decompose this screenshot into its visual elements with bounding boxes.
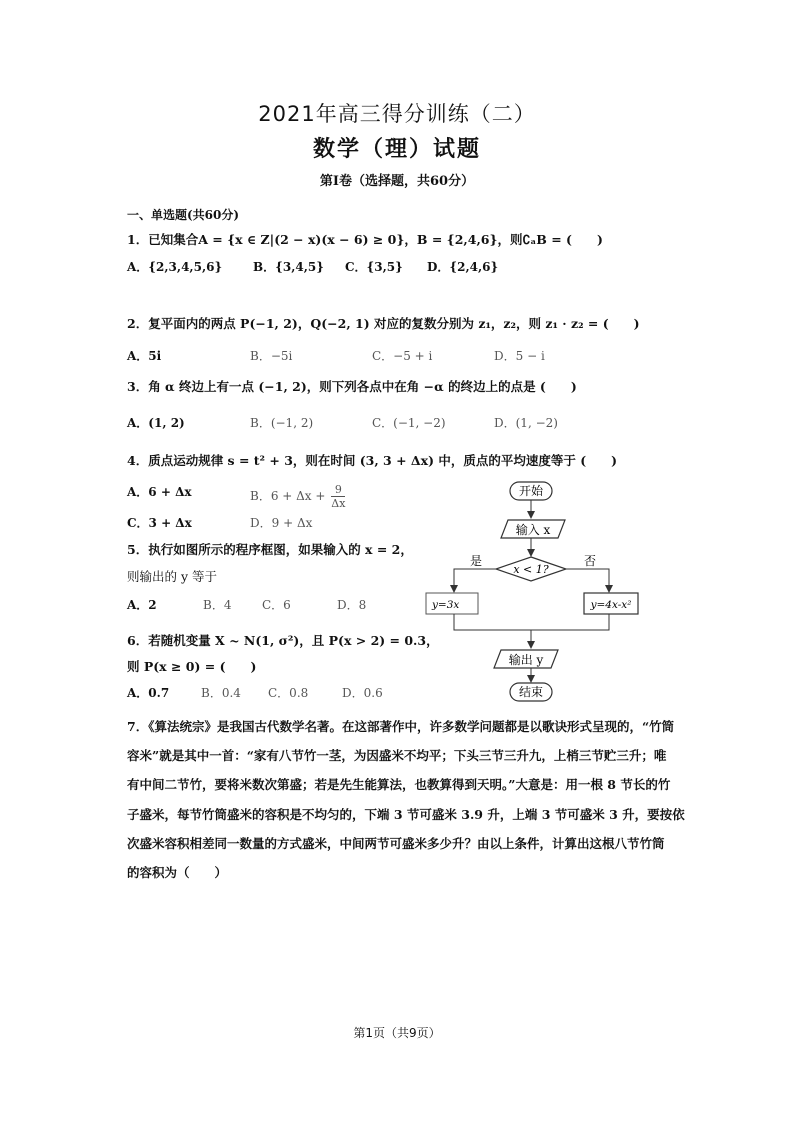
question-7-line: 容米”就是其中一首：“家有八节竹一茎，为因盛米不均平；下头三节三升九，上梢三节贮三升；唯 (127, 748, 667, 764)
page-footer: 第1页（共9页） (353, 1026, 441, 1040)
fraction (331, 483, 345, 510)
question-6-option-b: B．0.4 (201, 686, 241, 700)
question-7-line: 的容积为（ ） (127, 865, 228, 881)
question-2-option-d: D．5 − i (494, 349, 545, 363)
flow-no-label: 否 (584, 554, 597, 568)
question-4-stem: 4．质点运动规律 s = t² + 3，则在时间 (3, 3 + Δx) 中，质点的平均速度等于 ( ) (127, 453, 618, 468)
question-3-option-a: A．(1, 2) (127, 416, 185, 430)
question-4-option-b-prefix: B．6 + Δx + (250, 489, 326, 503)
question-7-text (127, 712, 685, 887)
flow-left-formula: y=3x (432, 599, 460, 611)
fraction-numerator: 9 (331, 483, 345, 497)
flow-output: 输出 y (508, 653, 544, 667)
exam-title: 2021年高三得分训练（二） (258, 102, 536, 126)
fraction-denominator: Δx (331, 497, 346, 510)
question-6-option-d: D．0.6 (342, 686, 383, 700)
question-2-option-b: B．−5i (250, 349, 293, 363)
question-2-option-c: C．−5 + i (372, 349, 433, 363)
flow-end: 结束 (518, 685, 544, 699)
question-4-option-d: D．9 + Δx (250, 516, 313, 530)
question-3-option-c: C．(−1, −2) (372, 416, 446, 430)
exam-subject: 数学（理）试题 (312, 137, 481, 162)
question-2-option-a: A．5i (127, 349, 162, 363)
question-6-stem-line2: 则 P(x ≥ 0) = ( ) (127, 659, 257, 674)
question-1-option-b: B．{3,4,5} (253, 260, 324, 274)
flow-right-formula: y=4x-x² (590, 599, 632, 611)
question-3-stem: 3．角 α 终边上有一点 (−1, 2)，则下列各点中在角 −α 的终边上的点是 ( ) (127, 379, 577, 394)
flow-yes-label: 是 (470, 554, 483, 568)
question-3-option-d: D．(1, −2) (494, 416, 558, 430)
question-6-option-c: C．0.8 (268, 686, 309, 700)
question-5-option-a: A．2 (127, 598, 157, 612)
question-2-stem: 2．复平面内的两点 P(−1, 2)，Q(−2, 1) 对应的复数分别为 z₁，z₂，则 z₁ · z₂ = ( ) (127, 316, 640, 331)
question-5-stem-line2: 则输出的 y 等于 (127, 569, 218, 584)
question-5-option-c: C．6 (262, 598, 291, 612)
question-1-option-a: A．{2,3,4,5,6} (127, 260, 223, 274)
question-5-stem-line1: 5．执行如图所示的程序框图，如果输入的 x = 2， (127, 542, 413, 557)
flow-condition: x < 1? (513, 563, 549, 576)
question-7-line: 子盛米，每节竹筒盛米的容积是不均匀的，下端 3 节可盛米 3.9 升，上端 3 节可盛米 3 升，要按依 (127, 806, 685, 822)
question-6-stem-line1: 6．若随机变量 X ~ N(1, σ²)，且 P(x > 2) = 0.3， (127, 633, 439, 648)
flow-input: 输入 x (515, 523, 551, 537)
question-1-option-d: D．{2,4,6} (427, 260, 499, 274)
question-1-option-c: C．{3,5} (345, 260, 403, 274)
question-4-option-c: C．3 + Δx (127, 516, 192, 530)
question-5-option-d: D．8 (337, 598, 367, 612)
question-7-line: 有中间二节竹，要将米数次第盛；若是先生能算法，也教算得到天明。”大意是：用一根 8 节长的竹 (127, 777, 671, 793)
question-4-option-b (250, 483, 345, 510)
question-1-stem: 1．已知集合A = {x ∈ Z|(2 − x)(x − 6) ≥ 0}，B = {2,4,6}，则∁ₐB = ( ) (127, 232, 603, 247)
flowchart (410, 478, 650, 704)
question-4-option-a: A．6 + Δx (127, 485, 192, 499)
flow-start: 开始 (518, 484, 544, 498)
section-heading: 一、单选题(共60分) (127, 208, 240, 222)
section-part: 第Ⅰ卷（选择题，共60分） (319, 174, 475, 189)
question-5-option-b: B．4 (203, 598, 232, 612)
question-3-option-b: B．(−1, 2) (250, 416, 314, 430)
question-7-line: 7．《算法统宗》是我国古代数学名著。在这部著作中，许多数学问题都是以歌诀形式呈现的，“竹筒 (127, 719, 675, 734)
question-6-option-a: A．0.7 (127, 686, 170, 700)
question-7-line: 次盛米容积相差同一数量的方式盛米，中间两节可盛米多少升？由以上条件，计算出这根八节竹筒 (127, 835, 665, 851)
